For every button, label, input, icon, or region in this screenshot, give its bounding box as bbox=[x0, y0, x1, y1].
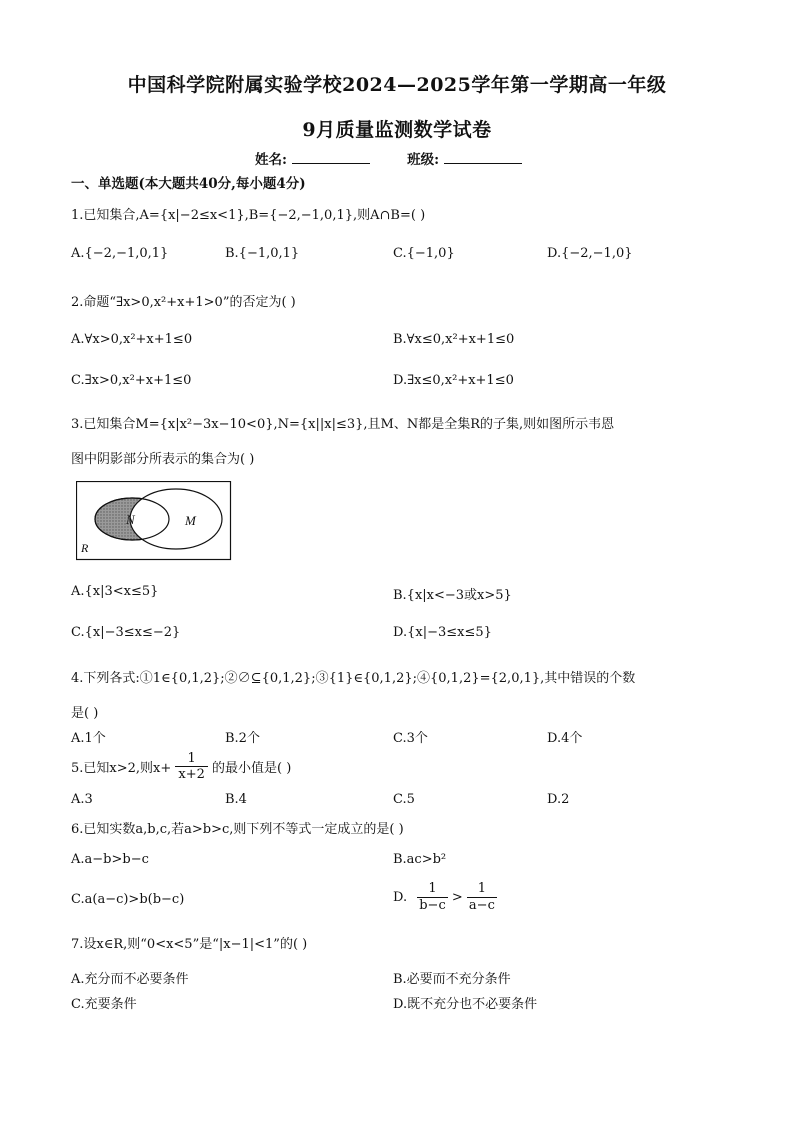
q6-option-a[interactable]: A.a−b>b−c bbox=[71, 852, 149, 867]
q6-d-fraction-right: $\frac{1}{a-c}$ bbox=[468, 881, 495, 913]
venn-label-r: R bbox=[81, 541, 89, 555]
q7-option-d[interactable]: D.既不充分也不必要条件 bbox=[393, 997, 538, 1012]
q1-option-a[interactable]: A.{−2,−1,0,1} bbox=[71, 246, 169, 261]
venn-label-m: M bbox=[185, 513, 196, 528]
q7-option-c[interactable]: C.充要条件 bbox=[71, 997, 137, 1012]
q6-d-fraction-left: $\frac{1}{b-c}$ bbox=[419, 881, 446, 913]
question-4-stem-line2: 是( ) bbox=[71, 706, 99, 721]
class-blank[interactable] bbox=[444, 151, 522, 164]
q2-option-d[interactable]: D.∃x≤0,x²+x+1≤0 bbox=[393, 373, 514, 388]
set-m-ellipse bbox=[130, 489, 222, 549]
name-label: 姓名: bbox=[255, 152, 287, 168]
venn-diagram bbox=[76, 481, 232, 561]
class-label: 班级: bbox=[407, 152, 440, 168]
q6-option-d[interactable]: D. $\frac{1}{b-c}$ > $\frac{1}{a-c}$ bbox=[393, 881, 495, 913]
question-6-stem: 6.已知实数a,b,c,若a>b>c,则下列不等式一定成立的是( ) bbox=[71, 822, 404, 837]
question-7-stem: 7.设x∈R,则“0<x<5”是“|x−1|<1”的( ) bbox=[71, 937, 308, 952]
q1-option-b[interactable]: B.{−1,0,1} bbox=[225, 246, 300, 261]
question-4-stem-line1: 4.下列各式:①1∈{0,1,2};②∅⊆{0,1,2};③{1}∈{0,1,2};④{0,1,2}={2,0,1},其中错误的个数 bbox=[71, 671, 636, 686]
exam-title-line2: 9月质量监测数学试卷 bbox=[302, 119, 492, 141]
venn-label-n: N bbox=[126, 512, 135, 527]
question-2-stem: 2.命题“∃x>0,x²+x+1>0”的否定为( ) bbox=[71, 295, 296, 310]
q7-option-b[interactable]: B.必要而不充分条件 bbox=[393, 972, 511, 987]
question-1-stem: 1.已知集合,A={x|−2≤x<1},B={−2,−1,0,1},则A∩B=( ) bbox=[71, 208, 426, 223]
q3-option-c[interactable]: C.{x|−3≤x≤−2} bbox=[71, 625, 181, 640]
name-blank[interactable] bbox=[292, 151, 370, 164]
q4-option-a[interactable]: A.1个 bbox=[71, 731, 106, 746]
q5-option-a[interactable]: A.3 bbox=[71, 792, 93, 807]
q5-fraction: $\frac{1}{x+2}$ bbox=[175, 751, 208, 782]
q5-option-d[interactable]: D.2 bbox=[547, 792, 570, 807]
q2-option-c[interactable]: C.∃x>0,x²+x+1≤0 bbox=[71, 373, 192, 388]
q1-option-d[interactable]: D.{−2,−1,0} bbox=[547, 246, 633, 261]
q4-option-c[interactable]: C.3个 bbox=[393, 731, 428, 746]
q3-option-b[interactable]: B.{x|x<−3或x>5} bbox=[393, 588, 512, 603]
q2-option-b[interactable]: B.∀x≤0,x²+x+1≤0 bbox=[393, 332, 515, 347]
q3-option-a[interactable]: A.{x|3<x≤5} bbox=[71, 584, 159, 599]
q1-option-c[interactable]: C.{−1,0} bbox=[393, 246, 455, 261]
question-5-stem: 5.已知x>2,则x+ $\frac{1}{x+2}$ 的最小值是( ) bbox=[71, 751, 292, 782]
q3-option-d[interactable]: D.{x|−3≤x≤5} bbox=[393, 625, 492, 640]
section-heading: 一、单选题(本大题共40分,每小题4分) bbox=[71, 176, 306, 192]
q4-option-d[interactable]: D.4个 bbox=[547, 731, 583, 746]
q7-option-a[interactable]: A.充分而不必要条件 bbox=[71, 972, 189, 987]
q6-option-c[interactable]: C.a(a−c)>b(b−c) bbox=[71, 892, 185, 907]
question-3-stem-line2: 图中阴影部分所表示的集合为( ) bbox=[71, 452, 255, 467]
q4-option-b[interactable]: B.2个 bbox=[225, 731, 260, 746]
q5-option-b[interactable]: B.4 bbox=[225, 792, 247, 807]
question-3-stem-line1: 3.已知集合M={x|x²−3x−10<0},N={x||x|≤3},且M、N都是全集R的子集,则如图所示韦恩 bbox=[71, 417, 615, 432]
q5-option-c[interactable]: C.5 bbox=[393, 792, 415, 807]
q6-option-b[interactable]: B.ac>b² bbox=[393, 852, 447, 867]
q2-option-a[interactable]: A.∀x>0,x²+x+1≤0 bbox=[71, 332, 193, 347]
student-info-row bbox=[255, 148, 522, 168]
exam-title-line1: 中国科学院附属实验学校2024—2025学年第一学期高一年级 bbox=[127, 74, 667, 96]
